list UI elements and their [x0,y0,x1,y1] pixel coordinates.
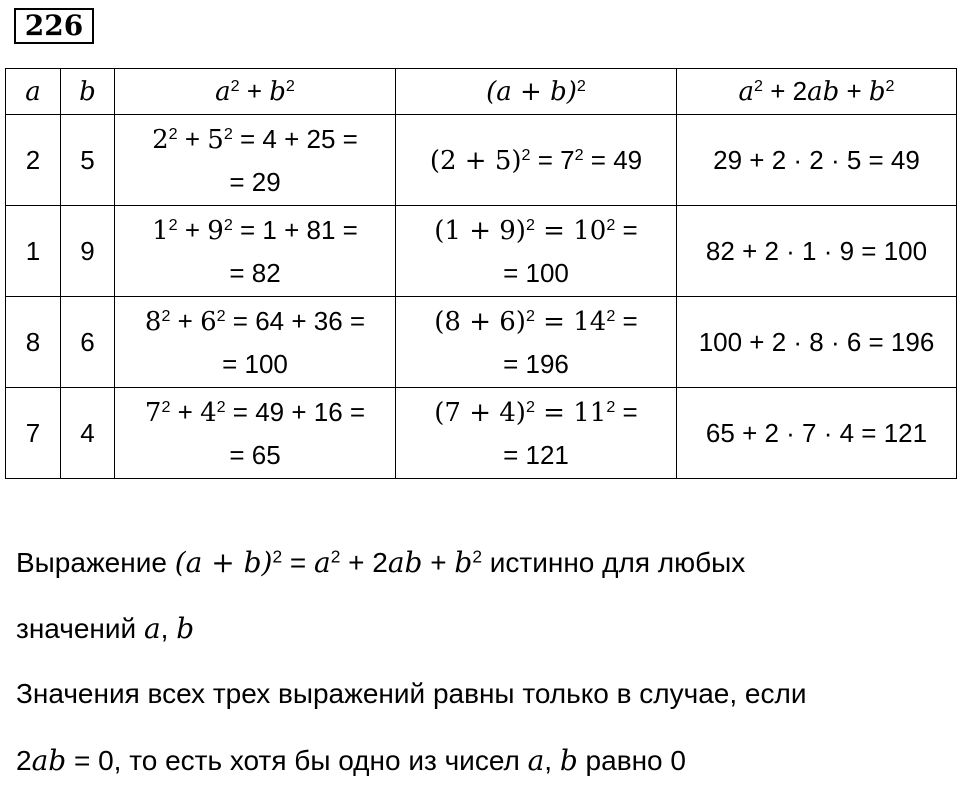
header-var: b [269,77,286,107]
calc-rest: = 49 [583,144,643,175]
term: (7 + 4) [434,397,526,428]
text: истинно для любых [482,547,746,578]
calc-line [115,300,395,343]
conclusion-line-3: Значения всех трех выражений равны только в случае, если [16,678,807,709]
cell-b: 5 [61,115,115,206]
text: = 0, то есть хотя бы одно из чисел [66,745,528,776]
term: 2 [152,124,169,155]
cell-sum-of-squares [115,388,396,479]
calc-line-2: = 121 [503,439,569,470]
power: 2 [525,397,535,416]
calc-rest: = 64 + 36 = [225,305,366,336]
header-var: a [738,77,755,107]
header-expr: (a + b) [486,77,577,107]
text: 2 [16,745,32,776]
power: 2 [161,397,171,416]
text: Выражение [16,547,175,578]
header-var: a [215,77,231,107]
header-expanded [677,69,957,115]
calc-rest: = 1 + 81 = [232,214,358,245]
header-op: + 2 [762,76,808,106]
text: , [544,745,560,776]
op: + [170,396,201,427]
solution-table [5,68,957,479]
calc-line [396,391,676,434]
term: 6 [200,306,217,337]
power: 2 [168,124,178,143]
op: + [177,214,208,245]
term: 9 [207,215,224,246]
term: (1 + 9) [434,215,526,246]
calc-line [396,209,676,252]
cell-a: 7 [6,388,61,479]
calc-line-2: = 82 [229,257,281,288]
calc-line-2: = 29 [229,166,281,197]
math: ab [387,546,423,579]
calc-mid: = 7 [530,144,575,175]
power: 2 [574,145,584,164]
power: 2 [223,215,233,234]
calc-line [115,118,395,161]
calc-mid: = 14 [534,306,607,337]
calc-rest: = [615,396,638,427]
header-power: 2 [285,77,295,96]
cell-square-of-sum [396,388,677,479]
power: 2 [223,124,233,143]
table-row [6,297,957,388]
power: 2 [168,215,178,234]
header-a [6,69,61,115]
calc-line-2: = 100 [222,348,288,379]
text: равно 0 [577,745,686,776]
calc-line [396,139,676,182]
cell-a: 8 [6,297,61,388]
math: a [143,612,161,645]
power: 2 [606,215,616,234]
header-b [61,69,115,115]
cell-b: 9 [61,206,115,297]
header-op: + [239,76,270,106]
conclusion-line-1 [16,546,745,579]
power: 2 [525,306,535,325]
calc-mid: = 11 [534,397,607,428]
power: 2 [216,397,226,416]
header-square-of-sum [396,69,677,115]
term: 8 [144,306,162,337]
term: 5 [207,124,224,155]
exercise-number: 226 [14,8,94,44]
cell-expanded: 82 + 2 · 1 · 9 = 100 [677,206,957,297]
header-op: + [839,76,869,106]
term: 7 [144,397,162,428]
header-power: 2 [885,77,895,96]
op: + [177,123,208,154]
cell-b: 6 [61,297,115,388]
term: 1 [152,215,169,246]
text: = [282,547,315,578]
calc-rest: = 49 + 16 = [225,396,366,427]
text: + 2 [340,547,388,578]
header-sum-of-squares [115,69,396,115]
math: ab [31,744,67,777]
text: + [422,547,455,578]
term: (8 + 6) [434,306,526,337]
calc-line-2: = 65 [229,439,281,470]
header-var: ab [807,77,840,107]
power: 2 [521,145,531,164]
calc-line [115,391,395,434]
text: значений [16,613,144,644]
cell-expanded: 29 + 2 · 2 · 5 = 49 [677,115,957,206]
term: (2 + 5) [429,145,522,176]
cell-square-of-sum [396,115,677,206]
cell-expanded: 65 + 2 · 7 · 4 = 121 [677,388,957,479]
power: 2 [216,306,226,325]
power: 2 [330,546,341,567]
calc-line-2: = 196 [503,348,569,379]
power: 2 [161,306,171,325]
cell-sum-of-squares [115,206,396,297]
cell-sum-of-squares [115,115,396,206]
cell-b: 4 [61,388,115,479]
cell-a: 1 [6,206,61,297]
table-row [6,115,957,206]
math: b [176,612,195,645]
header-a-text: a [25,77,41,107]
cell-square-of-sum [396,297,677,388]
calc-rest: = 4 + 25 = [232,123,358,154]
power: 2 [525,215,535,234]
text: , [160,613,177,644]
math: a [527,744,545,777]
math: b [454,546,473,579]
conclusion-line-4 [16,744,686,777]
table-header-row [6,69,957,115]
cell-expanded: 100 + 2 · 8 · 6 = 196 [677,297,957,388]
header-var: b [868,77,886,107]
math: b [559,744,578,777]
header-b-text: b [79,77,96,107]
calc-rest: = [615,305,638,336]
math: a [314,546,331,579]
conclusion-line-2 [16,612,194,645]
calc-rest: = [615,214,638,245]
table-row [6,206,957,297]
power: 2 [272,546,283,567]
header-power: 2 [230,77,240,96]
math: (a + b) [174,546,273,579]
table-row [6,388,957,479]
calc-mid: = 10 [534,215,607,246]
term: 4 [200,397,217,428]
calc-line-2: = 100 [503,257,569,288]
cell-square-of-sum [396,206,677,297]
calc-line [115,209,395,252]
power: 2 [606,397,616,416]
cell-a: 2 [6,115,61,206]
op: + [170,305,201,336]
header-power: 2 [754,77,763,96]
calc-line [396,300,676,343]
power: 2 [606,306,616,325]
cell-sum-of-squares [115,297,396,388]
power: 2 [472,546,482,567]
header-power: 2 [576,77,586,96]
